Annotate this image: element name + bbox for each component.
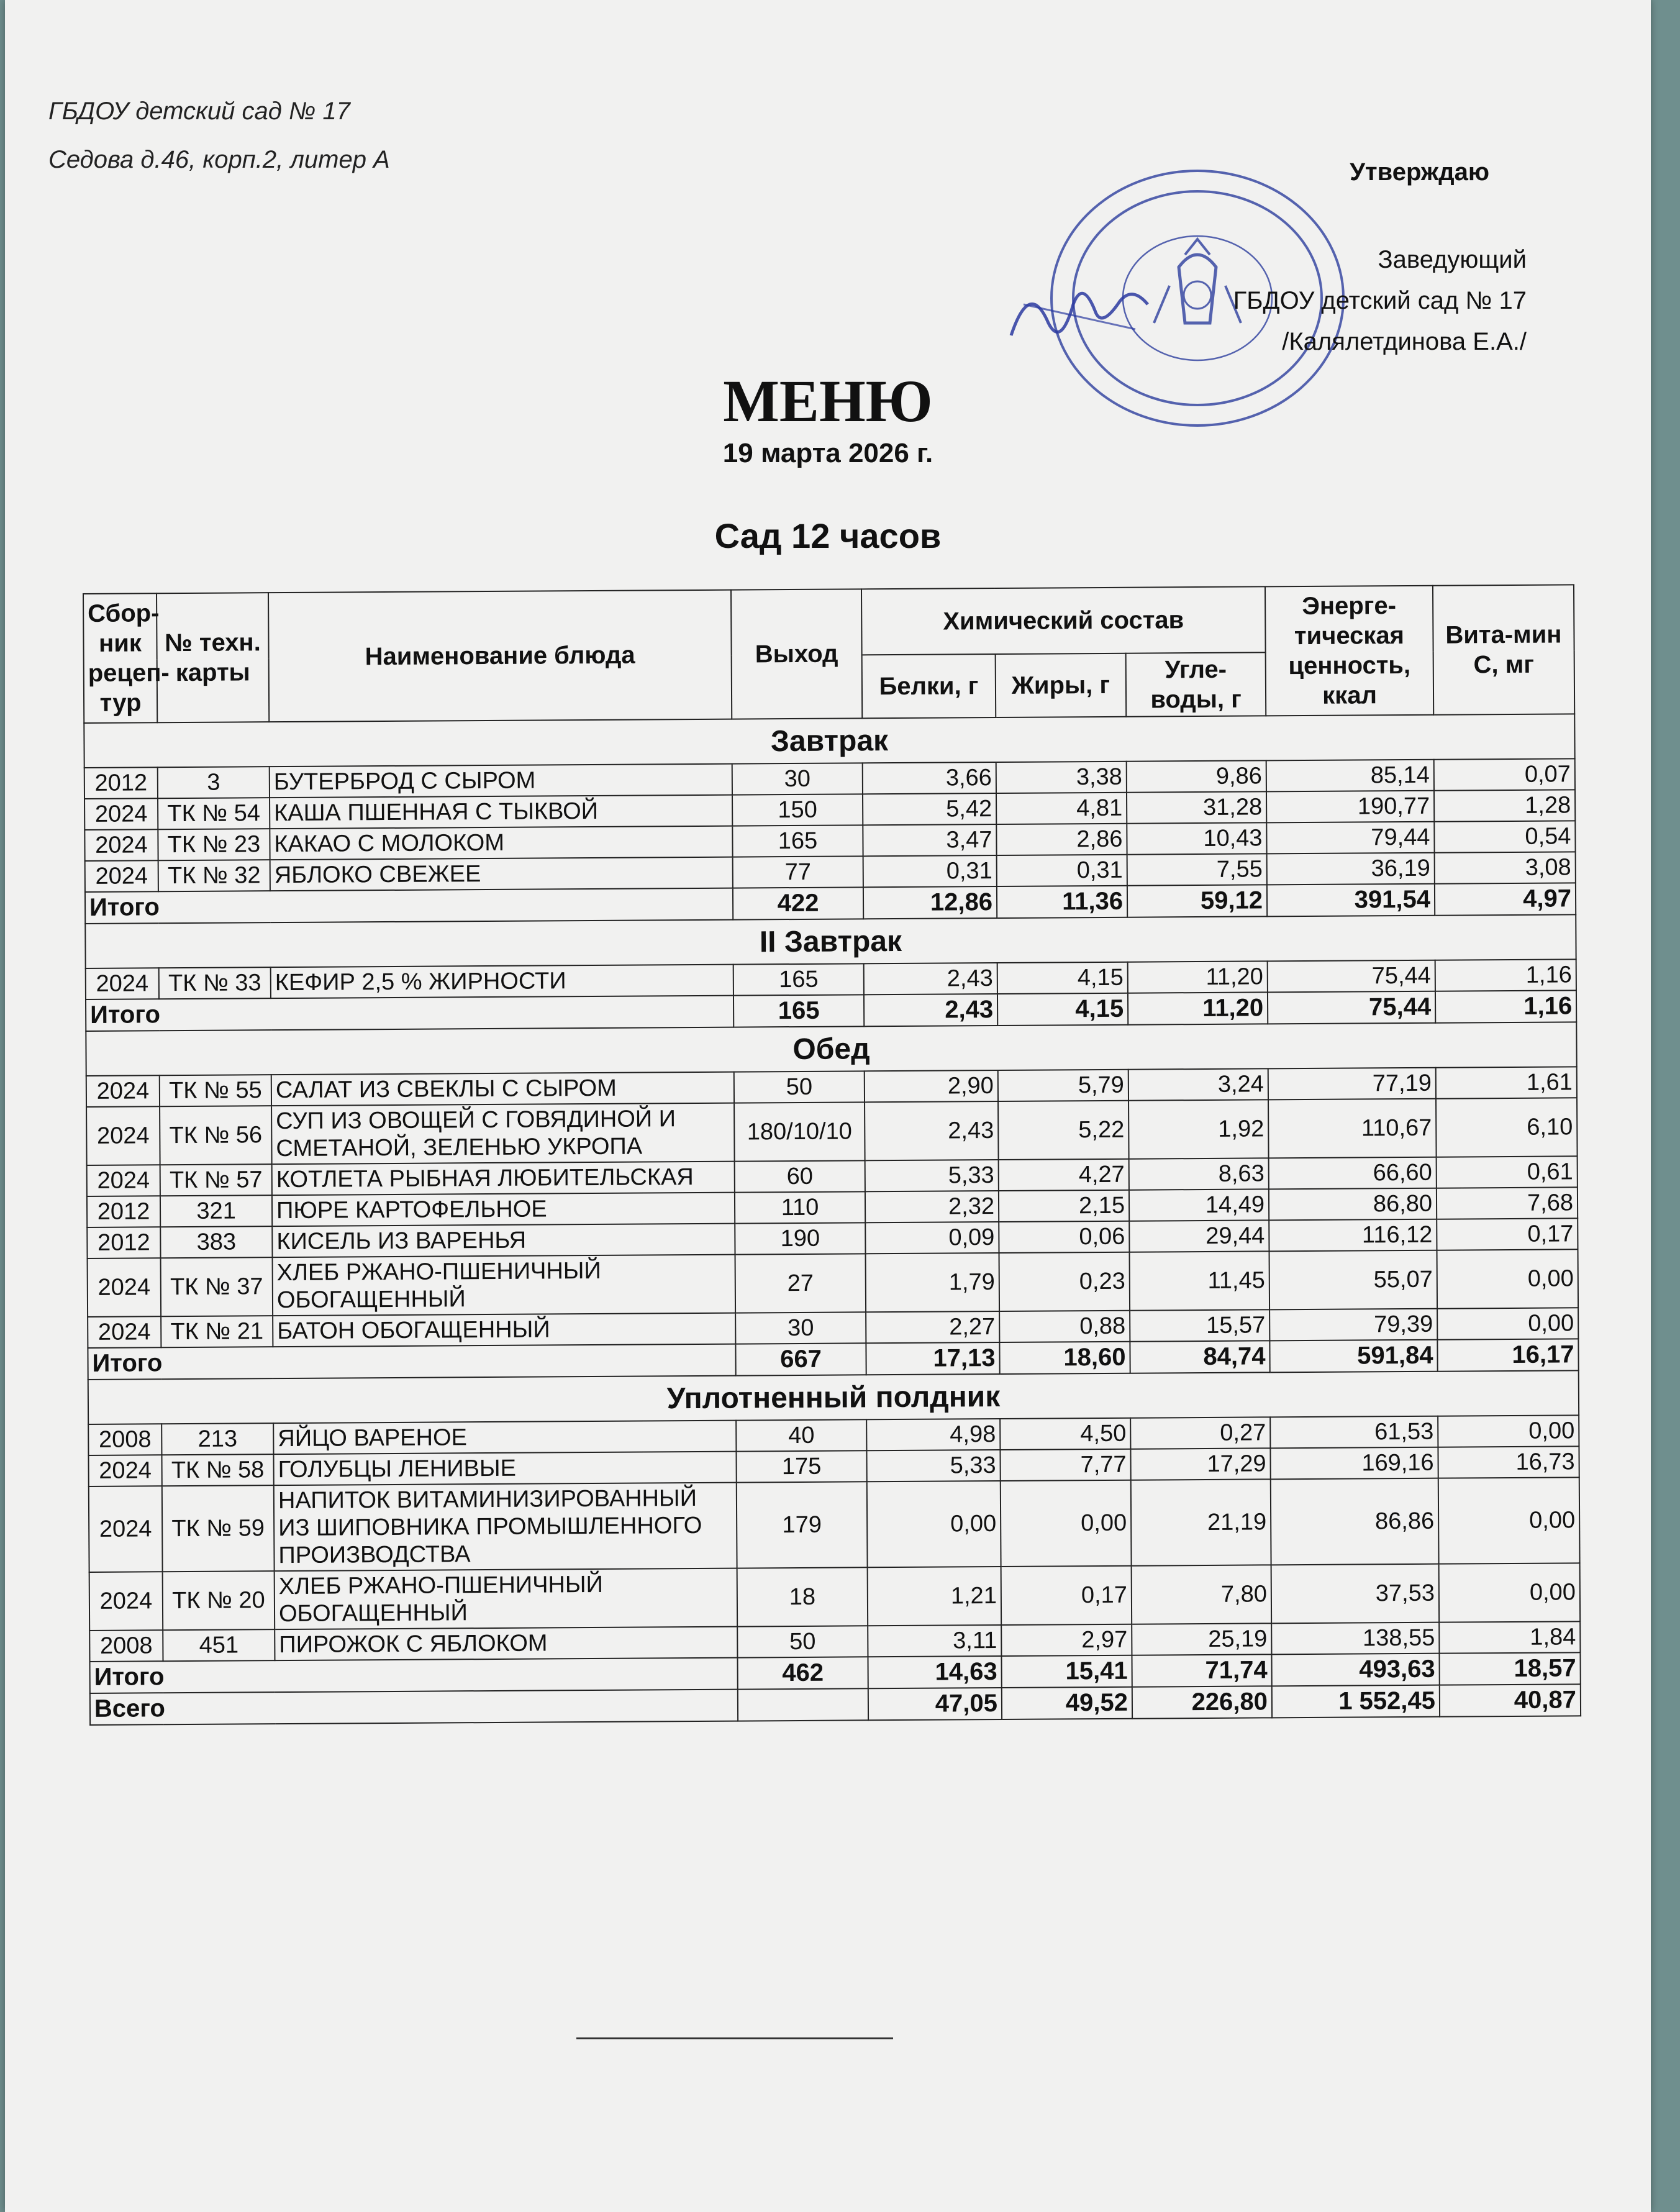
grand-total-label: Всего: [90, 1690, 738, 1725]
cell-card: ТК № 33: [159, 967, 271, 999]
cell-card: ТК № 57: [160, 1164, 272, 1196]
cell-energy: 79,44: [1266, 822, 1434, 854]
cell-col: 2008: [89, 1630, 163, 1662]
section-title: Обед: [86, 1022, 1576, 1076]
total-energy: 591,84: [1269, 1340, 1437, 1373]
cell-col: 2024: [86, 968, 159, 999]
cell-carb: 11,45: [1130, 1251, 1270, 1310]
cell-name: ХЛЕБ РЖАНО-ПШЕНИЧНЫЙ ОБОГАЩЕННЫЙ: [275, 1568, 738, 1630]
cell-energy: 86,86: [1271, 1478, 1439, 1565]
total-yield: 462: [737, 1657, 868, 1689]
menu-title: МЕНЮ: [723, 368, 933, 434]
cell-protein: 5,42: [863, 793, 996, 825]
cell-fat: 2,97: [1001, 1624, 1132, 1656]
table-row: [88, 1249, 1579, 1317]
cell-protein: 4,98: [866, 1419, 1000, 1450]
cell-name: ЯЙЦО ВАРЕНОЕ: [273, 1421, 736, 1455]
table-row: [89, 1477, 1580, 1572]
cell-card: ТК № 55: [160, 1075, 271, 1106]
cell-fat: 4,27: [999, 1159, 1129, 1191]
total-fat: 18,60: [999, 1342, 1130, 1374]
cell-fat: 4,50: [1000, 1418, 1130, 1450]
approve-heading: Утверждаю: [1350, 158, 1489, 186]
cell-carb: 14,49: [1129, 1189, 1269, 1221]
cell-protein: 5,33: [865, 1160, 999, 1191]
grand-total-vitc: 40,87: [1440, 1684, 1581, 1716]
total-carb: 84,74: [1130, 1340, 1269, 1373]
cell-vitc: 0,00: [1439, 1563, 1581, 1622]
total-vitc: 16,17: [1437, 1339, 1578, 1371]
section-title: Уплотненный полдник: [88, 1370, 1579, 1424]
cell-name: БУТЕРБРОД С СЫРОМ: [270, 764, 732, 798]
cell-fat: 0,17: [1001, 1566, 1132, 1625]
approver-org: ГБДОУ детский сад № 17: [1233, 287, 1527, 314]
cell-card: 213: [161, 1423, 273, 1455]
col-header-protein: Белки, г: [862, 654, 996, 718]
cell-vitc: 0,00: [1438, 1415, 1579, 1447]
col-header-carb: Угле-воды, г: [1126, 652, 1266, 716]
grand-total-protein: 47,05: [868, 1688, 1002, 1720]
cell-name: КЕФИР 2,5 % ЖИРНОСТИ: [271, 965, 733, 999]
cell-card: 383: [160, 1226, 272, 1258]
cell-card: 321: [160, 1195, 272, 1227]
cell-fat: 0,88: [999, 1311, 1130, 1342]
cell-energy: 169,16: [1270, 1447, 1438, 1480]
cell-col: 2024: [86, 1106, 160, 1165]
cell-name: БАТОН ОБОГАЩЕННЫЙ: [273, 1313, 735, 1347]
total-vitc: 18,57: [1439, 1652, 1580, 1685]
cell-energy: 190,77: [1266, 791, 1434, 823]
cell-card: ТК № 59: [162, 1485, 275, 1572]
cell-name: КАША ПШЕННАЯ С ТЫКВОЙ: [270, 795, 732, 829]
total-fat: 15,41: [1001, 1655, 1132, 1688]
total-yield: 165: [733, 994, 864, 1027]
total-label: Итого: [90, 1658, 738, 1693]
cell-yield: 40: [736, 1419, 866, 1451]
cell-col: 2024: [84, 798, 158, 830]
cell-vitc: 0,00: [1437, 1308, 1578, 1339]
cell-yield: 30: [732, 763, 863, 794]
total-energy: 75,44: [1268, 991, 1435, 1024]
cell-yield: 180/10/10: [734, 1102, 865, 1161]
total-vitc: 1,16: [1435, 990, 1576, 1022]
cell-protein: 0,09: [865, 1222, 999, 1254]
col-header-chem: Химический состав: [861, 586, 1266, 655]
cell-card: ТК № 37: [161, 1257, 273, 1316]
cell-col: 2024: [88, 1258, 161, 1317]
cell-fat: 0,31: [997, 855, 1127, 886]
col-header-yield: Выход: [731, 589, 862, 719]
cell-name: ГОЛУБЦЫ ЛЕНИВЫЕ: [273, 1452, 736, 1486]
cell-carb: 7,80: [1132, 1565, 1272, 1624]
cell-protein: 2,32: [865, 1191, 999, 1222]
cell-yield: 60: [735, 1160, 865, 1192]
cell-fat: 2,15: [999, 1190, 1129, 1222]
cell-vitc: 6,10: [1436, 1098, 1578, 1157]
cell-name: ПИРОЖОК С ЯБЛОКОМ: [275, 1627, 737, 1661]
cell-col: 2008: [88, 1424, 161, 1455]
cell-carb: 7,55: [1127, 853, 1267, 885]
cell-col: 2012: [87, 1227, 160, 1258]
cell-protein: 3,47: [863, 824, 996, 856]
cell-energy: 36,19: [1267, 853, 1435, 885]
cell-yield: 30: [735, 1312, 866, 1344]
cell-col: 2024: [88, 1455, 161, 1486]
cell-vitc: 0,00: [1438, 1477, 1580, 1563]
total-protein: 12,86: [863, 886, 997, 919]
table-row: [86, 1098, 1578, 1165]
cell-energy: 37,53: [1271, 1564, 1440, 1624]
cell-name: САЛАТ ИЗ СВЕКЛЫ С СЫРОМ: [271, 1072, 734, 1106]
cell-carb: 15,57: [1130, 1309, 1269, 1341]
cell-card: ТК № 32: [158, 860, 270, 891]
cell-carb: 3,24: [1128, 1068, 1268, 1100]
cell-yield: 175: [736, 1450, 866, 1482]
cell-vitc: 1,61: [1436, 1067, 1577, 1098]
total-fat: 11,36: [997, 886, 1127, 918]
cell-energy: 66,60: [1269, 1157, 1437, 1190]
total-protein: 14,63: [868, 1656, 1001, 1688]
total-energy: 493,63: [1271, 1654, 1439, 1686]
cell-yield: 165: [733, 963, 864, 995]
cell-yield: 77: [733, 856, 863, 888]
cell-carb: 11,20: [1128, 961, 1268, 993]
cell-card: ТК № 21: [161, 1316, 273, 1347]
total-fat: 4,15: [997, 993, 1128, 1026]
cell-protein: 1,79: [866, 1253, 1000, 1312]
cell-fat: 4,81: [996, 793, 1127, 824]
cell-yield: 27: [735, 1254, 866, 1313]
cell-protein: 1,21: [868, 1567, 1002, 1626]
col-header-name: Наименование блюда: [268, 590, 732, 722]
org-name: ГБДОУ детский сад № 17: [48, 98, 350, 125]
total-carb: 71,74: [1132, 1654, 1271, 1686]
cell-yield: 50: [737, 1626, 868, 1657]
total-yield: 667: [735, 1343, 866, 1375]
cell-fat: 3,38: [996, 762, 1127, 793]
cell-card: ТК № 20: [163, 1571, 275, 1630]
cell-vitc: 1,16: [1435, 959, 1576, 991]
cell-energy: 79,39: [1269, 1309, 1437, 1341]
col-header-energy: Энерге-тическая ценность, ккал: [1265, 586, 1433, 716]
table-row: [89, 1563, 1581, 1631]
cell-col: 2024: [86, 1075, 160, 1107]
total-protein: 17,13: [866, 1342, 999, 1375]
cell-vitc: 0,61: [1437, 1156, 1578, 1188]
total-carb: 11,20: [1128, 992, 1268, 1024]
cell-col: 2024: [87, 1165, 160, 1196]
total-label: Итого: [88, 1344, 735, 1380]
cell-name: ПЮРЕ КАРТОФЕЛЬНОЕ: [272, 1193, 735, 1227]
cell-protein: 2,43: [865, 1101, 999, 1160]
cell-carb: 1,92: [1128, 1099, 1269, 1158]
cell-energy: 55,07: [1269, 1250, 1438, 1310]
cell-yield: 150: [732, 794, 863, 826]
approval-block: [1233, 239, 1527, 362]
cell-protein: 3,66: [863, 762, 996, 794]
cell-protein: 2,43: [864, 963, 997, 994]
cell-fat: 5,22: [998, 1101, 1129, 1160]
cell-name: ХЛЕБ РЖАНО-ПШЕНИЧНЫЙ ОБОГАЩЕННЫЙ: [273, 1255, 736, 1316]
cell-carb: 25,19: [1132, 1623, 1271, 1655]
cell-fat: 0,00: [1001, 1480, 1132, 1567]
total-protein: 2,43: [864, 994, 997, 1026]
cell-vitc: 1,84: [1439, 1621, 1580, 1653]
cell-carb: 29,44: [1129, 1220, 1269, 1252]
col-header-collection: Сбор-ник рецеп-тур: [83, 593, 157, 723]
cell-col: 2012: [87, 1196, 160, 1227]
cell-carb: 9,86: [1127, 760, 1266, 792]
cell-card: 451: [163, 1629, 275, 1661]
cell-col: 2024: [85, 860, 158, 892]
paper-sheet: [5, 0, 1651, 2212]
total-carb: 59,12: [1127, 885, 1267, 917]
cell-name: НАПИТОК ВИТАМИНИЗИРОВАННЫЙ ИЗ ШИПОВНИКА ПРОМЫШЛЕННОГО ПРОИЗВОДСТВА: [274, 1483, 737, 1572]
cell-fat: 0,06: [999, 1221, 1129, 1253]
cell-energy: 110,67: [1268, 1099, 1437, 1158]
cell-carb: 0,27: [1130, 1417, 1270, 1449]
cell-carb: 8,63: [1129, 1158, 1269, 1190]
cell-protein: 0,00: [867, 1481, 1001, 1567]
cell-fat: 4,15: [997, 962, 1128, 994]
total-yield: 422: [733, 887, 863, 919]
cell-vitc: 0,17: [1437, 1218, 1578, 1250]
menu-subtitle: Сад 12 часов: [714, 516, 942, 555]
cell-name: КИСЕЛЬ ИЗ ВАРЕНЬЯ: [272, 1224, 735, 1258]
grand-total-yield: [738, 1688, 868, 1721]
cell-col: 2024: [88, 1316, 161, 1348]
cell-fat: 2,86: [996, 824, 1127, 855]
cell-vitc: 0,07: [1434, 758, 1575, 790]
cell-energy: 86,80: [1269, 1188, 1437, 1221]
cell-energy: 116,12: [1269, 1219, 1437, 1252]
cell-card: ТК № 54: [158, 798, 270, 829]
col-header-vitc: Вита-мин С, мг: [1433, 585, 1574, 714]
col-header-card: № техн. карты: [157, 593, 269, 722]
cell-name: КОТЛЕТА РЫБНАЯ ЛЮБИТЕЛЬСКАЯ: [272, 1162, 735, 1196]
cell-col: 2024: [84, 829, 158, 861]
approver-name: /Калялетдинова Е.А./: [1282, 328, 1527, 355]
cell-energy: 85,14: [1266, 760, 1434, 792]
cell-yield: 190: [735, 1222, 865, 1254]
section-title: II Завтрак: [85, 914, 1576, 968]
cell-energy: 61,53: [1270, 1416, 1438, 1449]
cell-name: КАКАО С МОЛОКОМ: [270, 826, 732, 860]
cell-yield: 110: [735, 1191, 865, 1223]
cell-yield: 18: [737, 1567, 868, 1626]
cell-carb: 17,29: [1130, 1448, 1270, 1480]
cell-carb: 10,43: [1127, 822, 1266, 854]
cell-vitc: 0,00: [1437, 1249, 1579, 1308]
section-title: Завтрак: [84, 714, 1574, 768]
cell-col: 2024: [89, 1486, 163, 1572]
cell-fat: 5,79: [998, 1070, 1128, 1101]
cell-card: ТК № 23: [158, 829, 270, 860]
cell-fat: 0,23: [999, 1252, 1130, 1311]
menu-table: [83, 584, 1581, 1726]
cell-protein: 2,27: [866, 1311, 999, 1343]
cell-carb: 21,19: [1131, 1479, 1271, 1565]
cell-name: СУП ИЗ ОВОЩЕЙ С ГОВЯДИНОЙ И СМЕТАНОЙ, ЗЕЛЕНЬЮ УКРОПА: [271, 1103, 735, 1165]
cell-yield: 179: [737, 1481, 868, 1568]
cell-energy: 75,44: [1268, 960, 1435, 993]
cell-col: 2012: [84, 767, 158, 799]
cell-yield: 165: [732, 825, 863, 857]
cell-protein: 3,11: [868, 1625, 1001, 1657]
total-energy: 391,54: [1267, 884, 1435, 917]
col-header-fat: Жиры, г: [996, 653, 1127, 717]
cell-col: 2024: [89, 1572, 163, 1631]
approver-position: Заведующий: [1378, 246, 1527, 273]
org-header: [48, 87, 390, 184]
grand-total-fat: 49,52: [1002, 1687, 1132, 1719]
grand-total-energy: 1 552,45: [1272, 1685, 1440, 1718]
signature-line: [576, 2037, 893, 2039]
cell-carb: 31,28: [1127, 791, 1266, 823]
cell-card: 3: [158, 767, 270, 798]
cell-yield: 50: [734, 1071, 865, 1103]
grand-total-carb: 226,80: [1132, 1686, 1272, 1718]
menu-date: 19 марта 2026 г.: [722, 438, 933, 468]
menu-body: [84, 714, 1581, 1725]
cell-energy: 77,19: [1268, 1068, 1436, 1100]
total-label: Итого: [85, 888, 733, 924]
cell-vitc: 16,73: [1438, 1446, 1579, 1478]
cell-vitc: 1,28: [1434, 790, 1575, 821]
cell-protein: 2,90: [865, 1070, 998, 1102]
cell-vitc: 3,08: [1435, 852, 1576, 883]
cell-energy: 138,55: [1271, 1623, 1439, 1655]
total-label: Итого: [86, 996, 733, 1031]
org-address: Седова д.46, корп.2, литер А: [48, 146, 390, 173]
signature: [999, 267, 1160, 354]
cell-name: ЯБЛОКО СВЕЖЕЕ: [270, 857, 733, 891]
cell-card: ТК № 58: [161, 1454, 273, 1486]
cell-protein: 0,31: [863, 855, 997, 887]
cell-protein: 5,33: [866, 1450, 1000, 1481]
cell-vitc: 0,54: [1434, 821, 1575, 852]
total-vitc: 4,97: [1435, 883, 1576, 915]
cell-fat: 7,77: [1000, 1449, 1130, 1481]
cell-vitc: 7,68: [1437, 1187, 1578, 1219]
cell-card: ТК № 56: [160, 1106, 272, 1165]
